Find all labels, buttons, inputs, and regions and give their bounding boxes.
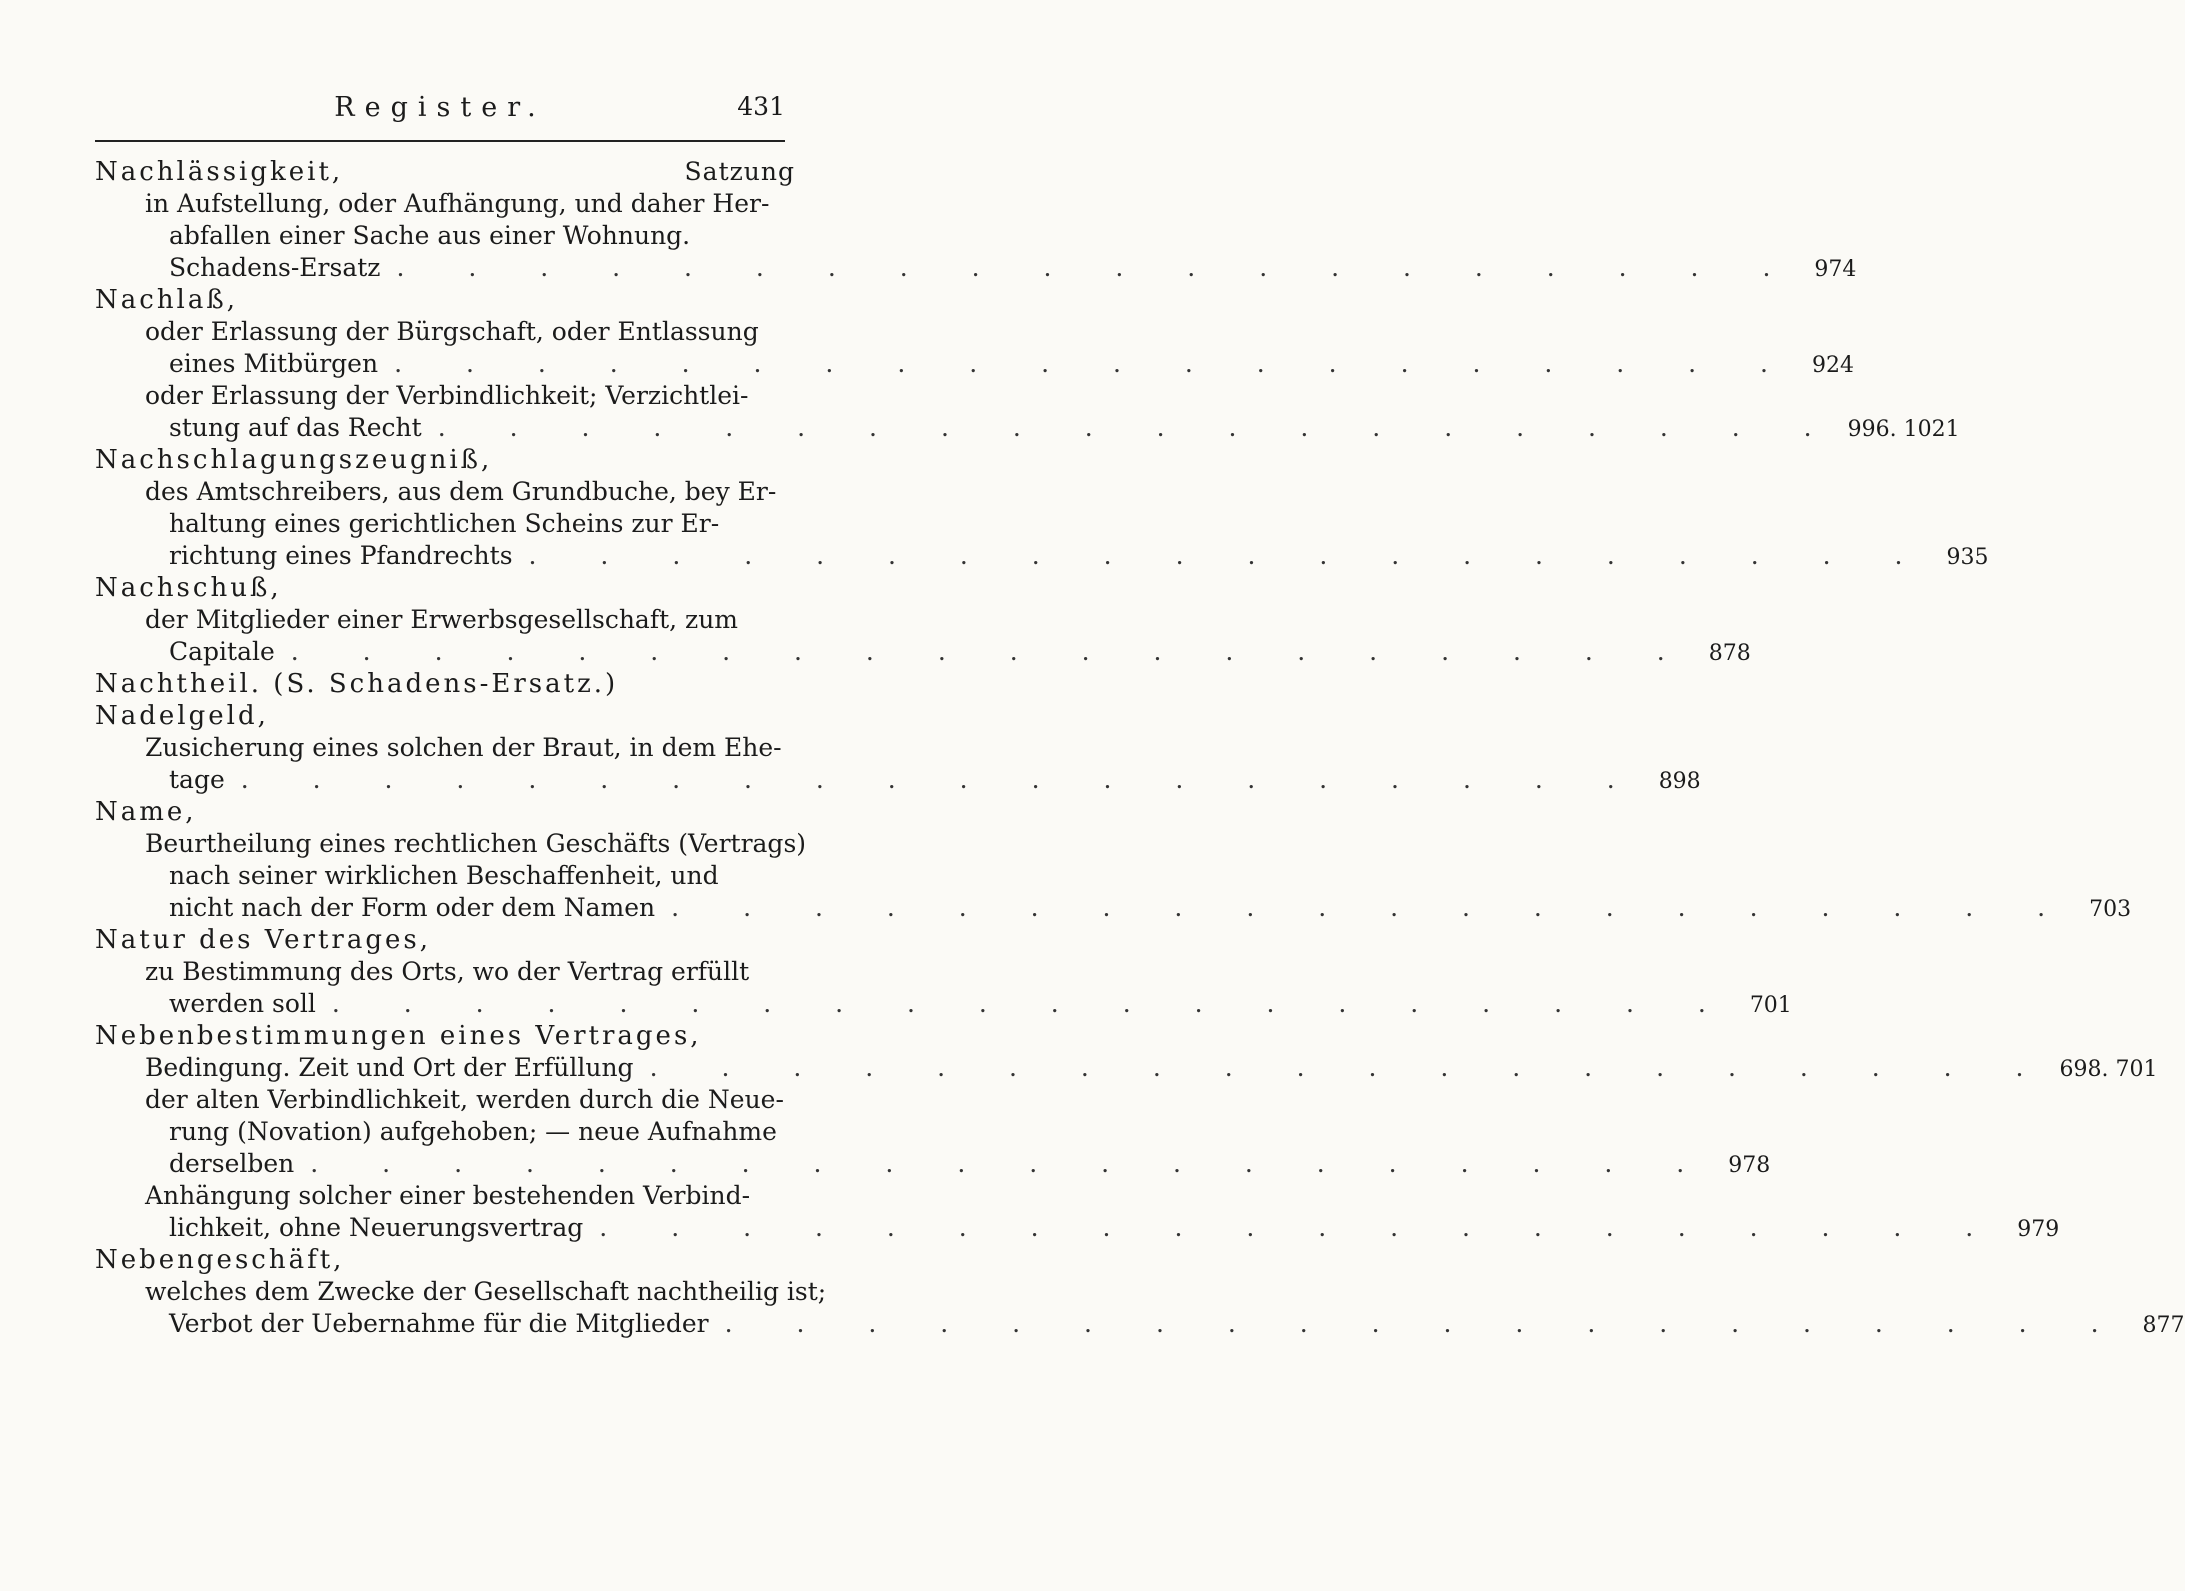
register-entry [95, 668, 795, 700]
page-reference: 701 [1749, 993, 1792, 1018]
subentry-line [145, 476, 795, 508]
subentry-text: werden soll [169, 989, 316, 1018]
subentry-line [145, 956, 795, 988]
subentry-text: Beurtheilung eines rechtlichen Geschäfts (Vertrags) [145, 829, 807, 858]
subentry-line [145, 1212, 2060, 1244]
register-entry [95, 1020, 2158, 1244]
subentry-text: Zusicherung eines solchen der Braut, in dem Ehe- [145, 733, 782, 762]
leader-dots: . . . . . . . . . . . . . . . . . . . . [599, 1213, 2002, 1242]
entry-headword: Nachlässigkeit, [95, 157, 344, 187]
subentry-line [145, 636, 1751, 668]
leader-dots: . . . . . . . . . . . . . . . . . . . . [528, 541, 1931, 570]
register-entry [95, 156, 1857, 284]
entry-headword-line [95, 700, 795, 732]
page-reference: 898 [1658, 769, 1701, 794]
page-reference: 924 [1812, 353, 1854, 378]
leader-dots: . . . . . . . . . . . . . . . . . . . . [290, 637, 1693, 666]
subentry-line [145, 1276, 827, 1308]
entry-headword: Nebengeschäft, [95, 1245, 345, 1275]
subentry-line [145, 348, 1854, 380]
subentry-text: in Aufstellung, oder Aufhängung, und daher Her- [145, 189, 770, 218]
entry-headword-line [95, 668, 795, 700]
subentry-line [145, 732, 795, 764]
subentry-text: tage [169, 765, 225, 794]
page-reference: 935 [1946, 545, 1989, 570]
page-reference: 979 [2017, 1217, 2060, 1242]
page-number: 431 [737, 92, 785, 121]
entry-headword-line [95, 284, 795, 316]
subentry-text: lichkeit, ohne Neuerungsvertrag [169, 1213, 584, 1242]
subentry-text: abfallen einer Sache aus einer Wohnung. [169, 221, 691, 250]
entry-headword-line [95, 156, 795, 188]
subentry-line [145, 1180, 795, 1212]
entry-subentries [145, 188, 1857, 284]
entry-subentries [145, 316, 1960, 444]
page-reference: 978 [1728, 1153, 1771, 1178]
subentry-line [145, 828, 807, 860]
entry-headword-line [95, 572, 795, 604]
subentry-line [145, 316, 795, 348]
entry-headword: Nachtheil. (S. Schadens-Ersatz.) [95, 669, 619, 699]
subentry-line [145, 764, 1701, 796]
subentry-line [145, 1052, 2158, 1084]
entry-headword: Nachschuß, [95, 573, 282, 603]
subentry-text: derselben [169, 1149, 295, 1178]
subentry-text: eines Mitbürgen [169, 349, 379, 378]
subentry-line [145, 412, 1960, 444]
entry-headword: Nachlaß, [95, 285, 239, 315]
subentry-text: welches dem Zwecke der Gesellschaft nachtheilig ist; [145, 1277, 827, 1306]
subentry-line [145, 380, 795, 412]
subentry-text: der Mitglieder einer Erwerbsgesellschaft, zum [145, 605, 739, 634]
page-reference: 698. 701 [2059, 1057, 2158, 1082]
subentry-text: Anhängung solcher einer bestehenden Verbind- [145, 1181, 751, 1210]
subentry-line [145, 252, 1857, 284]
subentry-text: oder Erlassung der Bürgschaft, oder Entlassung [145, 317, 759, 346]
leader-dots: . . . . . . . . . . . . . . . . . . . . [724, 1309, 2127, 1338]
subentry-text: haltung eines gerichtlichen Scheins zur Er- [169, 509, 720, 538]
subentry-text: oder Erlassung der Verbindlichkeit; Verzichtlei- [145, 381, 749, 410]
leader-dots: . . . . . . . . . . . . . . . . . . . . [394, 349, 1796, 378]
entry-subentries [145, 1052, 2158, 1244]
register-entry [95, 572, 1751, 668]
subentry-text: Capitale [169, 637, 275, 666]
subentry-line [145, 1148, 1771, 1180]
register-entry [95, 1244, 2185, 1340]
header-rule [95, 140, 785, 142]
entry-headword-line [95, 1020, 795, 1052]
register-entry [95, 924, 1792, 1020]
page-reference: 996. 1021 [1847, 417, 1960, 442]
entry-subentries [145, 956, 1792, 1020]
entry-headword: Nachschlagungszeugniß, [95, 445, 493, 475]
subentry-text: der alten Verbindlichkeit, werden durch die Neue- [145, 1085, 784, 1114]
entry-headword: Name, [95, 797, 197, 827]
entry-headword: Nadelgeld, [95, 701, 269, 731]
subentry-text: Schadens-Ersatz [169, 253, 381, 282]
entry-headword-line [95, 924, 795, 956]
register-entry [95, 700, 1701, 796]
page-reference: 703 [2089, 897, 2132, 922]
subentry-line [145, 1308, 2185, 1340]
leader-dots: . . . . . . . . . . . . . . . . . . . . [331, 989, 1734, 1018]
entry-headword-continuation: Satzung [684, 157, 795, 186]
subentry-text: nicht nach der Form oder dem Namen [169, 893, 656, 922]
subentry-line [145, 188, 795, 220]
register-entry [95, 796, 2132, 924]
entry-subentries [145, 732, 1701, 796]
entry-subentries [145, 1276, 2185, 1340]
register-entry [95, 444, 1989, 572]
running-title: Register. [334, 92, 546, 123]
leader-dots: . . . . . . . . . . . . . . . . . . . . [671, 893, 2074, 922]
subentry-text: des Amtschreibers, aus dem Grundbuche, bey Er- [145, 477, 777, 506]
entry-headword: Natur des Vertrages, [95, 925, 431, 955]
entry-headword-line [95, 796, 795, 828]
subentry-text: richtung eines Pfandrechts [169, 541, 513, 570]
subentry-text: nach seiner wirklichen Beschaffenheit, und [169, 861, 719, 890]
subentry-line [145, 988, 1792, 1020]
subentry-line [145, 508, 795, 540]
page-reference: 877 [2142, 1313, 2185, 1338]
subentry-text: stung auf das Recht [169, 413, 422, 442]
subentry-text: rung (Novation) aufgehoben; — neue Aufnahme [169, 1117, 777, 1146]
entry-subentries [145, 476, 1989, 572]
page-reference: 974 [1814, 257, 1857, 282]
subentry-line [145, 540, 1989, 572]
page-reference: 878 [1708, 641, 1751, 666]
register-entry [95, 284, 1960, 444]
leader-dots: . . . . . . . . . . . . . . . . . . . . [649, 1053, 2052, 1082]
leader-dots: . . . . . . . . . . . . . . . . . . . . [310, 1149, 1713, 1178]
subentry-line [145, 1116, 795, 1148]
entry-subentries [145, 828, 2132, 924]
entry-headword: Nebenbestimmungen eines Vertrages, [95, 1021, 702, 1051]
subentry-line [145, 1084, 795, 1116]
page-header [95, 88, 785, 128]
leader-dots: . . . . . . . . . . . . . . . . . . . . [437, 413, 1840, 442]
entry-subentries [145, 604, 1751, 668]
subentry-line [145, 604, 795, 636]
subentry-line [145, 860, 795, 892]
entry-headword-line [95, 444, 795, 476]
subentry-text: Bedingung. Zeit und Ort der Erfüllung [145, 1053, 634, 1082]
subentry-line [145, 220, 795, 252]
register-entries [95, 156, 2185, 1340]
entry-headword-line [95, 1244, 795, 1276]
subentry-text: Verbot der Uebernahme für die Mitglieder [169, 1309, 709, 1338]
subentry-text: zu Bestimmung des Orts, wo der Vertrag erfüllt [145, 957, 750, 986]
leader-dots: . . . . . . . . . . . . . . . . . . . . [240, 765, 1643, 794]
subentry-line [145, 892, 2132, 924]
leader-dots: . . . . . . . . . . . . . . . . . . . . [396, 253, 1799, 282]
